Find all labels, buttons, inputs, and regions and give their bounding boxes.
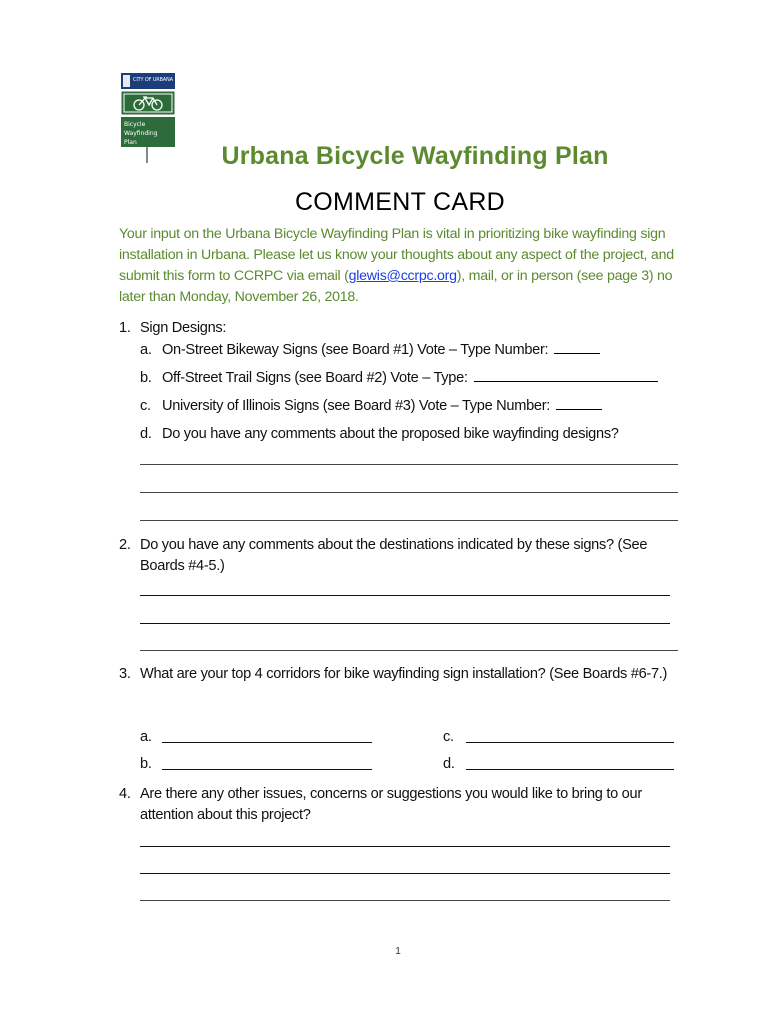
email-link[interactable]: glewis@ccrpc.org: [348, 268, 457, 284]
q3c-letter: c.: [443, 729, 454, 745]
q1d-letter: d.: [140, 426, 152, 442]
q3d-answer-field[interactable]: [466, 769, 674, 770]
logo-line-1: Bicycle: [124, 121, 146, 128]
q2-number: 2.: [119, 537, 131, 553]
q3a-answer-field[interactable]: [162, 742, 372, 743]
q3d-letter: d.: [443, 756, 455, 772]
intro-text-2: ), mail, or in person (see page 3) no later than Monday, November 26, 2018.: [119, 268, 673, 305]
q1b-text: Off-Street Trail Signs (see Board #2) Vote – Type:: [162, 370, 468, 386]
q3b-letter: b.: [140, 756, 152, 772]
q1d-answer-line-3[interactable]: [140, 520, 678, 521]
q3b-answer-field[interactable]: [162, 769, 372, 770]
q1c-item: [162, 396, 602, 417]
q1a-text: On-Street Bikeway Signs (see Board #1) Vote – Type Number:: [162, 342, 549, 358]
q1d-answer-line-2[interactable]: [140, 492, 678, 493]
q2-answer-line-1[interactable]: [140, 595, 670, 596]
page-number: 1: [395, 946, 401, 957]
q1a-answer-field[interactable]: [554, 341, 600, 354]
page-title: Urbana Bicycle Wayfinding Plan: [221, 142, 609, 170]
q3c-answer-field[interactable]: [466, 742, 674, 743]
q1c-answer-field[interactable]: [556, 397, 602, 410]
logo-top-text: CITY OF URBANA: [133, 77, 173, 83]
q4-answer-line-2[interactable]: [140, 873, 670, 874]
q3-text: What are your top 4 corridors for bike wayfinding sign installation? (See Boards #6-7.): [140, 666, 668, 682]
logo-line-2: Wayfinding: [124, 130, 158, 137]
q1c-letter: c.: [140, 398, 151, 414]
q2-answer-line-3[interactable]: [140, 650, 678, 651]
q1a-letter: a.: [140, 342, 152, 358]
logo-line-3: Plan: [124, 139, 137, 146]
intro-text-1: Your input on the Urbana Bicycle Wayfinding Plan is vital in prioritizing bike wayfinding sign installation in Urbana. Please let us know your thoughts about any aspect of the project, and submit this form to CCRPC via email (: [119, 226, 674, 284]
q1-text: Sign Designs:: [140, 320, 227, 336]
q4-answer-line-3[interactable]: [140, 900, 670, 901]
q1b-letter: b.: [140, 370, 152, 386]
page-subtitle: COMMENT CARD: [294, 188, 506, 216]
q4-answer-line-1[interactable]: [140, 846, 670, 847]
q1d-text: Do you have any comments about the proposed bike wayfinding designs?: [162, 426, 619, 442]
q3a-letter: a.: [140, 729, 152, 745]
intro-paragraph: [119, 224, 689, 308]
q1-number: 1.: [119, 320, 131, 336]
q1b-answer-field[interactable]: [474, 369, 658, 382]
q1d-answer-line-1[interactable]: [140, 464, 678, 465]
q1b-item: [162, 368, 658, 389]
q1a-item: [162, 340, 600, 361]
q4-number: 4.: [119, 786, 131, 802]
q1c-text: University of Illinois Signs (see Board #3) Vote – Type Number:: [162, 398, 551, 414]
q4-text: Are there any other issues, concerns or suggestions you would like to bring to our attention about this project?: [140, 786, 642, 823]
q2-answer-line-2[interactable]: [140, 623, 670, 624]
q2-text: Do you have any comments about the destinations indicated by these signs? (See Boards #4-5.): [140, 537, 648, 574]
q3-number: 3.: [119, 666, 131, 682]
